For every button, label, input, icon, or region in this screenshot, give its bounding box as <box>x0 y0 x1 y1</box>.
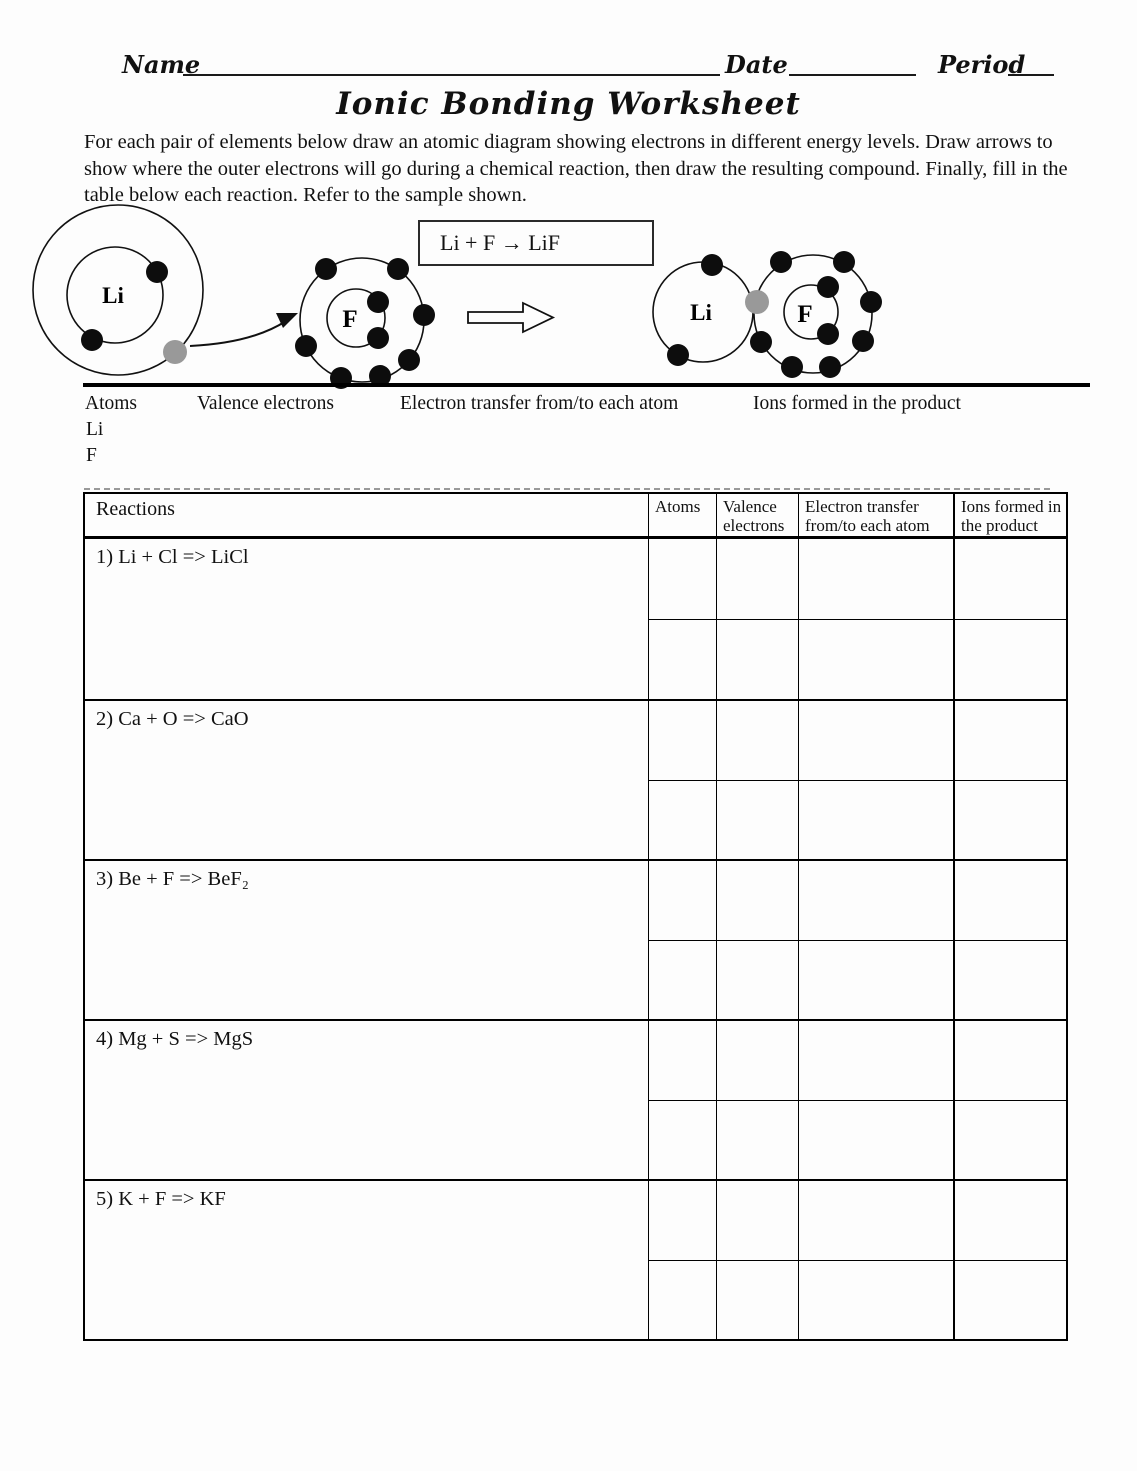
blank-cell <box>649 941 716 1020</box>
dashed-line <box>84 488 1050 490</box>
cell-atoms <box>648 539 716 699</box>
header-transfer: Electron transfer from/to each atom <box>798 494 953 536</box>
reaction-label: 3) Be + F => BeF₂ <box>96 868 249 890</box>
reactions-table <box>83 492 1068 1341</box>
electron-dot <box>295 335 317 357</box>
electron-dot <box>817 323 839 345</box>
electron-dot <box>315 258 337 280</box>
electron-dot <box>833 251 855 273</box>
blank-cell <box>649 861 716 941</box>
blank-cell <box>955 701 1066 781</box>
blank-cell <box>717 781 798 860</box>
date-blank-line <box>789 56 916 76</box>
table-row <box>85 1179 1066 1339</box>
cell-atoms <box>648 1181 716 1339</box>
sample-atom-f: F <box>86 445 97 466</box>
cell-valence <box>716 1181 798 1339</box>
electron-dot <box>81 329 103 351</box>
blank-cell <box>717 941 798 1020</box>
blank-cell <box>799 1181 953 1261</box>
header-ions: Ions formed in the product <box>953 494 1066 536</box>
electron-transfer-arrow-icon <box>190 313 298 346</box>
blank-cell <box>955 539 1066 620</box>
blank-cell <box>955 620 1066 700</box>
blank-cell <box>955 1101 1066 1180</box>
blank-cell <box>649 1101 716 1180</box>
sample-equation-box: Li + F → LiF <box>418 220 654 266</box>
cell-ions <box>953 1021 1066 1179</box>
blank-cell <box>649 701 716 781</box>
name-blank-line <box>183 56 720 76</box>
blank-cell <box>717 1021 798 1101</box>
table-row <box>85 859 1066 1019</box>
f-label: F <box>342 306 358 333</box>
electron-dot <box>860 291 882 313</box>
blank-cell <box>799 701 953 781</box>
electron-dot <box>413 304 435 326</box>
cell-ions <box>953 539 1066 699</box>
blank-cell <box>799 620 953 700</box>
blank-cell <box>955 1021 1066 1101</box>
product-f-atom <box>745 251 882 378</box>
cell-valence <box>716 1021 798 1179</box>
reaction-label: 2) Ca + O => CaO <box>96 708 249 730</box>
table-row <box>85 1019 1066 1179</box>
sample-col-ions: Ions formed in the product <box>753 393 961 414</box>
blank-cell <box>799 941 953 1020</box>
cell-transfer <box>798 1181 953 1339</box>
li-label: Li <box>690 300 712 325</box>
blank-cell <box>955 1181 1066 1261</box>
blank-cell <box>649 1021 716 1101</box>
sample-col-valence: Valence electrons <box>197 393 334 414</box>
header-reactions: Reactions <box>96 498 175 520</box>
blank-cell <box>649 620 716 700</box>
f-label: F <box>797 301 813 328</box>
electron-dot <box>819 356 841 378</box>
cell-ions <box>953 861 1066 1019</box>
reactant-f-atom <box>295 258 435 389</box>
electron-dot <box>750 331 772 353</box>
blank-cell <box>717 861 798 941</box>
period-label: Period <box>938 50 1026 79</box>
blank-cell <box>649 781 716 860</box>
cell-atoms <box>648 701 716 859</box>
blank-cell <box>955 781 1066 860</box>
blank-cell <box>799 861 953 941</box>
blank-cell <box>717 1101 798 1180</box>
reaction-arrow-icon <box>468 303 553 332</box>
f-outer-shell <box>754 255 872 373</box>
blank-cell <box>955 941 1066 1020</box>
reactant-li-atom <box>33 205 203 375</box>
cell-transfer <box>798 539 953 699</box>
electron-dot <box>367 327 389 349</box>
table-row <box>85 699 1066 859</box>
blank-cell <box>799 781 953 860</box>
cell-transfer <box>798 701 953 859</box>
blank-cell <box>955 861 1066 941</box>
blank-cell <box>799 1101 953 1180</box>
cell-atoms <box>648 861 716 1019</box>
blank-cell <box>649 1181 716 1261</box>
cell-atoms <box>648 1021 716 1179</box>
electron-dot <box>146 261 168 283</box>
header-atoms: Atoms <box>648 494 716 536</box>
transferred-electron-dot <box>745 290 769 314</box>
electron-dot <box>770 251 792 273</box>
cell-ions <box>953 1181 1066 1339</box>
blank-cell <box>799 539 953 620</box>
transferred-electron-dot <box>163 340 187 364</box>
cell-transfer <box>798 861 953 1019</box>
date-label: Date <box>725 50 788 79</box>
blank-cell <box>799 1261 953 1340</box>
electron-dot <box>387 258 409 280</box>
cell-valence <box>716 539 798 699</box>
blank-cell <box>717 1181 798 1261</box>
electron-dot <box>781 356 803 378</box>
electron-dot <box>367 291 389 313</box>
sample-atom-li: Li <box>86 419 104 440</box>
electron-dot <box>817 276 839 298</box>
blank-cell <box>717 1261 798 1340</box>
page-title: Ionic Bonding Worksheet <box>336 86 801 122</box>
instructions-text: For each pair of elements below draw an atomic diagram showing electrons in different energy levels. Draw arrows to show where the outer electrons will go during a chemical reaction, then draw the resulting compound. Finally, fill in the table below each reaction. Refer to the sample shown. <box>84 131 1068 206</box>
table-row <box>85 539 1066 699</box>
reaction-label: 1) Li + Cl => LiCl <box>96 546 249 568</box>
electron-dot <box>701 254 723 276</box>
blank-cell <box>649 539 716 620</box>
product-li-atom <box>653 254 753 366</box>
blank-cell <box>717 620 798 700</box>
cell-ions <box>953 701 1066 859</box>
name-label: Name <box>122 50 201 79</box>
cell-valence <box>716 701 798 859</box>
blank-cell <box>717 701 798 781</box>
blank-cell <box>955 1261 1066 1340</box>
blank-cell <box>649 1261 716 1340</box>
electron-dot <box>667 344 689 366</box>
electron-dot <box>852 330 874 352</box>
li-label: Li <box>102 283 124 308</box>
header-valence: Valence electrons <box>716 494 798 536</box>
sample-col-atoms: Atoms <box>85 393 138 414</box>
reaction-label: 5) K + F => KF <box>96 1188 226 1210</box>
cell-valence <box>716 861 798 1019</box>
period-blank-line <box>1008 56 1054 76</box>
blank-cell <box>799 1021 953 1101</box>
section-divider <box>83 383 1090 387</box>
reaction-label: 4) Mg + S => MgS <box>96 1028 254 1050</box>
blank-cell <box>717 539 798 620</box>
cell-transfer <box>798 1021 953 1179</box>
electron-dot <box>398 349 420 371</box>
sample-col-transfer: Electron transfer from/to each atom <box>400 393 679 414</box>
table-header-row <box>85 494 1066 539</box>
